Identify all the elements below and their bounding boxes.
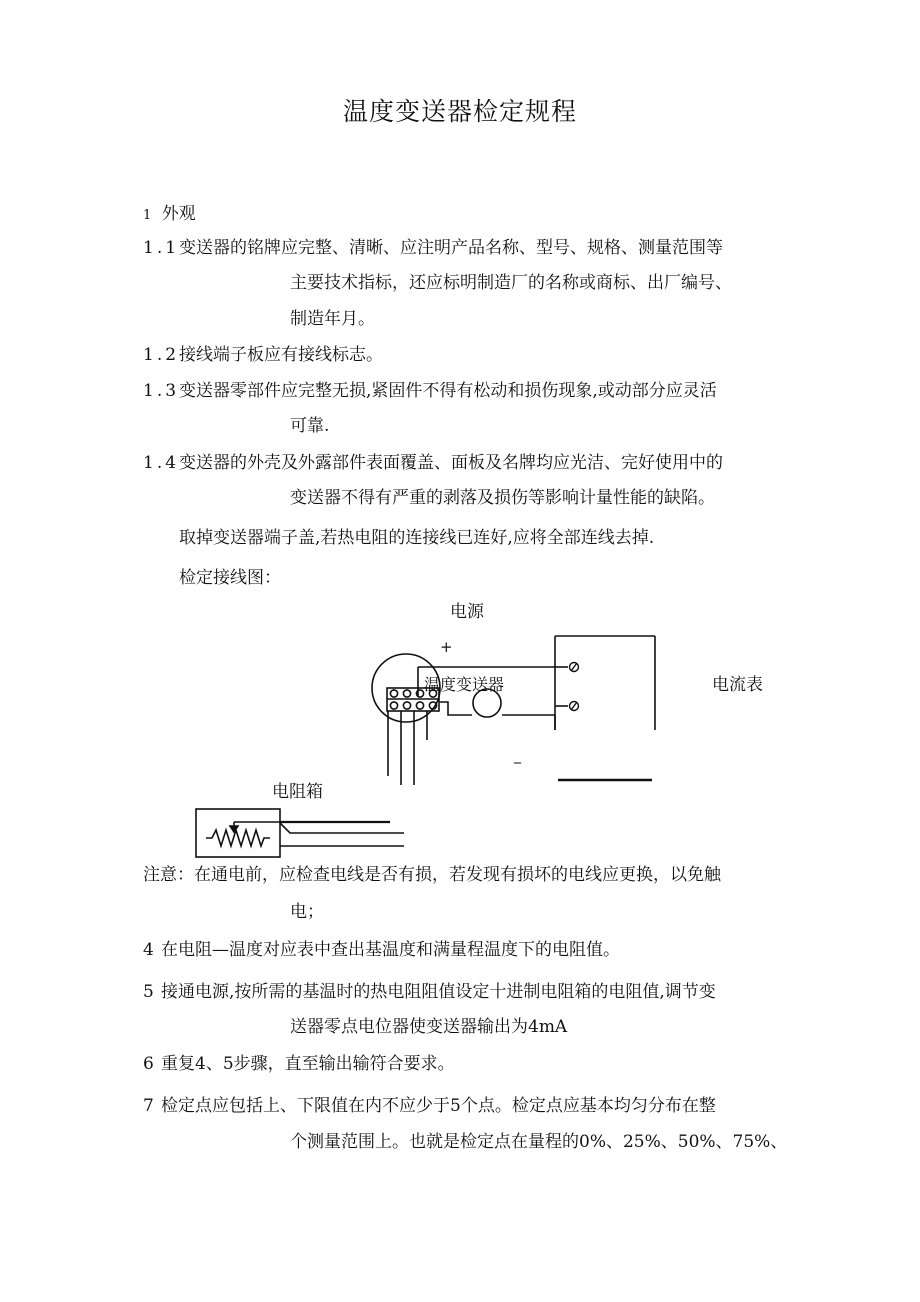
- paragraph: 取掉变送器端子盖,若热电阻的连接线已连好,应将全部连线去掉.: [179, 528, 655, 548]
- item-text: 接线端子板应有接线标志。: [179, 345, 383, 365]
- item-number: 4: [143, 940, 154, 960]
- transmitter-label: 温度变送器: [424, 675, 505, 694]
- item-text: 接通电源,按所需的基温时的热电阻阻值设定十进制电阻箱的电阻值,调节变: [161, 982, 716, 1002]
- item-number: 7: [143, 1096, 154, 1116]
- minus-sign: _: [514, 748, 521, 764]
- transmitter: [372, 654, 501, 785]
- resistor-box-label: 电阻箱: [272, 782, 323, 802]
- item-text-continued: 个测量范围上。也就是检定点在量程的0%、25%、50%、75%、: [290, 1132, 788, 1152]
- plus-sign: +: [440, 638, 453, 656]
- page-title: 温度变送器检定规程: [342, 97, 577, 126]
- ammeter-label: 电流表: [712, 675, 763, 695]
- power-wiring: [418, 636, 655, 780]
- list-item: [143, 1094, 716, 1118]
- paragraph: 检定接线图：: [179, 568, 281, 588]
- item-number: 5: [143, 982, 154, 1002]
- list-item: [143, 1052, 455, 1076]
- item-text: 变送器的外壳及外露部件表面覆盖、面板及名牌均应光洁、完好使用中的: [179, 453, 723, 473]
- list-item: [143, 980, 716, 1004]
- section-title: 外观: [161, 204, 196, 224]
- item-text-continued: 变送器不得有严重的剥落及损伤等影响计量性能的缺陷。: [290, 488, 715, 508]
- item-text-continued: 主要技术指标，还应标明制造厂的名称或商标、出厂编号、: [290, 273, 732, 293]
- item-text: 重复4、5步骤，直至输出输符合要求。: [161, 1054, 455, 1074]
- list-item: [143, 379, 717, 403]
- list-item: [143, 938, 620, 962]
- list-item: [143, 451, 723, 475]
- resistor-box: [196, 809, 404, 857]
- note-continued: 电；: [290, 902, 324, 922]
- power-label: 电源: [450, 602, 484, 622]
- item-text: 在电阻—温度对应表中查出基温度和满量程温度下的电阻值。: [161, 940, 620, 960]
- item-text-continued: 可靠.: [290, 416, 330, 436]
- item-text-continued: 送器零点电位器使变送器输出为4mA: [290, 1017, 568, 1037]
- item-number: 6: [143, 1054, 154, 1074]
- item-text: 变送器的铭牌应完整、清晰、应注明产品名称、型号、规格、测量范围等: [179, 238, 723, 258]
- item-text-continued: 制造年月。: [290, 309, 375, 329]
- section-heading: [143, 202, 196, 228]
- wiring-diagram: [0, 590, 920, 870]
- item-number: 1.4: [143, 453, 180, 473]
- item-text: 变送器零部件应完整无损,紧固件不得有松动和损伤现象,或动部分应灵活: [179, 381, 717, 401]
- item-text: 检定点应包括上、下限值在内不应少于5个点。检定点应基本均匀分布在整: [161, 1096, 716, 1116]
- ammeter-terminal: [570, 663, 579, 711]
- section-number: 1: [143, 208, 152, 223]
- item-number: 1.2: [143, 345, 180, 365]
- note: 注意：在通电前，应检查电线是否有损，若发现有损坏的电线应更换，以免触: [143, 865, 721, 885]
- item-number: 1.3: [143, 381, 180, 401]
- list-item: [143, 236, 723, 260]
- list-item: [143, 343, 383, 367]
- item-number: 1.1: [143, 238, 180, 258]
